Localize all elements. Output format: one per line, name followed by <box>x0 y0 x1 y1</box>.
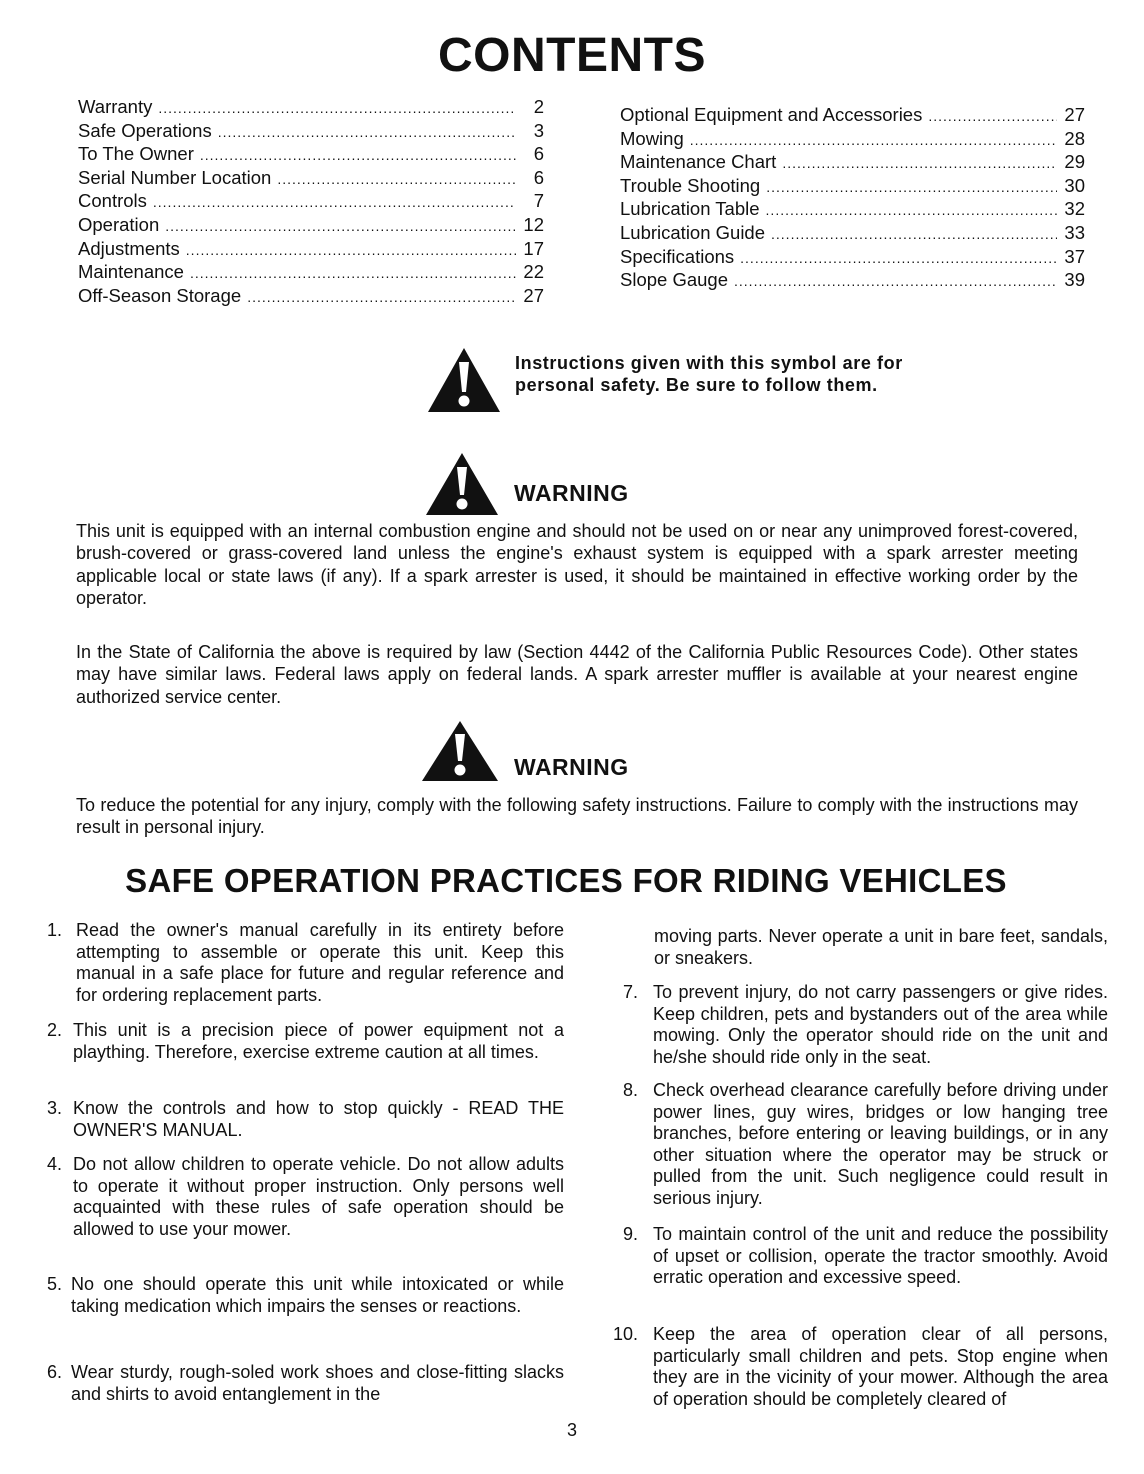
toc-entry-label: Warranty <box>78 96 153 117</box>
toc-entry-label: Adjustments <box>78 237 180 259</box>
toc-entry[interactable] <box>78 238 544 262</box>
toc-entry[interactable] <box>620 198 1085 222</box>
toc-entry-page: 6 <box>533 143 544 165</box>
toc-entry[interactable] <box>78 261 544 285</box>
toc-entry[interactable] <box>78 96 544 120</box>
toc-entry-page: 12 <box>523 213 544 235</box>
list-item-number: 2. <box>46 1020 62 1040</box>
toc-entry-page: 33 <box>1064 221 1085 243</box>
toc-entry-label: Maintenance <box>78 261 184 283</box>
toc-entry[interactable] <box>78 214 544 238</box>
toc-entry-label: Controls <box>78 190 147 212</box>
page-title: CONTENTS <box>438 29 706 82</box>
toc-entry-page: 6 <box>533 166 544 188</box>
toc-leader-dots <box>766 179 1057 195</box>
list-item-text: To prevent injury, do not carry passengers or give rides. Keep children, pets and bystanders out of the area while mowing. Only the operator should ride on the unit and he/she should ride only in the seat. <box>653 982 1108 1067</box>
toc-entry-page: 29 <box>1064 151 1085 173</box>
list-item-number: 3. <box>46 1098 62 1118</box>
list-item-text: moving parts. Never operate a unit in bare feet, sandals, or sneakers. <box>654 926 1108 968</box>
toc-entry[interactable] <box>620 246 1085 270</box>
toc-entry-page: 37 <box>1064 245 1085 267</box>
toc-entry-page: 7 <box>533 190 544 212</box>
toc-entry-page: 28 <box>1064 127 1085 149</box>
toc-entry[interactable] <box>620 222 1085 246</box>
toc-entry[interactable] <box>78 143 544 167</box>
toc-entry-page: 27 <box>1064 104 1085 125</box>
list-item-text: Wear sturdy, rough-soled work shoes and close-fitting slacks and shirts to avoid entanglement in the <box>71 1362 564 1404</box>
toc-entry-label: Mowing <box>620 127 684 149</box>
toc-leader-dots <box>218 124 516 140</box>
list-item-text: Read the owner's manual carefully in its entirety before attempting to assemble or operate this unit. Keep this manual in a safe place for future and regular reference and for ordering replacement parts. <box>76 920 564 1005</box>
warning-triangle-icon <box>424 451 500 517</box>
toc-entry[interactable] <box>620 128 1085 152</box>
toc-leader-dots <box>690 132 1057 148</box>
toc-entry-label: Optional Equipment and Accessories <box>620 104 923 125</box>
toc-leader-dots <box>771 226 1057 242</box>
toc-entry-page: 39 <box>1064 269 1085 291</box>
toc-leader-dots <box>165 218 516 234</box>
list-item-number: 7. <box>622 982 638 1002</box>
toc-leader-dots <box>277 171 516 187</box>
page-number: 3 <box>566 1420 577 1440</box>
list-item-text: This unit is a precision piece of power equipment not a plaything. Therefore, exercise extreme caution at all times. <box>73 1020 564 1062</box>
list-item-number: 4. <box>46 1154 62 1174</box>
warning-paragraph: To reduce the potential for any injury, comply with the following safety instructions. Failure to comply with the instructions may result in personal injury. <box>76 795 1078 838</box>
toc-entry[interactable] <box>620 104 1085 128</box>
toc-entry-page: 17 <box>523 237 544 259</box>
list-item-number: 8. <box>622 1080 638 1100</box>
toc-entry[interactable] <box>78 120 544 144</box>
toc-leader-dots <box>190 265 516 281</box>
toc-entry[interactable] <box>620 269 1085 293</box>
toc-entry[interactable] <box>620 151 1085 175</box>
toc-entry-label: Lubrication Table <box>620 198 760 220</box>
toc-entry[interactable] <box>78 190 544 214</box>
toc-entry-label: To The Owner <box>78 143 194 165</box>
toc-left-column <box>78 96 544 308</box>
list-item-number: 10. <box>612 1324 638 1344</box>
warning-heading: WARNING <box>514 480 629 506</box>
toc-entry-page: 2 <box>533 96 544 117</box>
toc-leader-dots <box>186 242 516 258</box>
toc-leader-dots <box>153 194 516 210</box>
toc-entry-label: Maintenance Chart <box>620 151 777 173</box>
toc-entry-page: 32 <box>1064 198 1085 220</box>
toc-entry-label: Trouble Shooting <box>620 174 761 196</box>
toc-entry-page: 27 <box>523 284 544 306</box>
warning-heading: WARNING <box>514 754 629 780</box>
toc-leader-dots <box>928 108 1057 124</box>
list-item-text: Check overhead clearance carefully before driving under power lines, guy wires, bridges or low hanging tree branches, before entering or leaving buildings, or in any other situation where the operator may be struck or pulled from the unit. Such negligence could result in serious injury. <box>653 1080 1108 1208</box>
toc-leader-dots <box>158 100 516 116</box>
list-item-number: 9. <box>622 1224 638 1244</box>
list-item-text: Do not allow children to operate vehicle. Do not allow adults to operate it without proper instruction. Only persons well acquainted with these rules of safe operation should be allowed to use your mower. <box>73 1154 564 1239</box>
toc-entry[interactable] <box>78 167 544 191</box>
toc-entry-label: Safe Operations <box>78 119 212 141</box>
list-item-number: 6. <box>46 1362 62 1382</box>
toc-entry-label: Lubrication Guide <box>620 221 766 243</box>
list-item-text: Know the controls and how to stop quickly - READ THE OWNER'S MANUAL. <box>73 1098 564 1140</box>
section-title: SAFE OPERATION PRACTICES FOR RIDING VEHICLES <box>125 862 1007 899</box>
toc-entry[interactable] <box>78 285 544 309</box>
list-item-text: No one should operate this unit while intoxicated or while taking medication which impairs the senses or reactions. <box>71 1274 564 1316</box>
list-item-number: 1. <box>46 920 62 940</box>
toc-leader-dots <box>200 147 516 163</box>
toc-entry-page: 30 <box>1064 174 1085 196</box>
toc-leader-dots <box>734 273 1057 289</box>
toc-leader-dots <box>782 155 1057 171</box>
toc-entry-label: Serial Number Location <box>78 166 272 188</box>
safety-symbol-note: Instructions given with this symbol are for personal safety. Be sure to follow them. <box>515 353 903 395</box>
toc-entry-label: Slope Gauge <box>620 269 729 291</box>
toc-entry-label: Specifications <box>620 245 735 267</box>
toc-entry-label: Operation <box>78 213 160 235</box>
toc-entry-page: 22 <box>523 261 544 283</box>
toc-leader-dots <box>766 202 1057 218</box>
list-item-text: To maintain control of the unit and reduce the possibility of upset or collision, operate the tractor smoothly. Avoid erratic operation and excessive speed. <box>653 1224 1108 1287</box>
warning-triangle-icon <box>426 346 502 414</box>
toc-right-column <box>620 104 1085 293</box>
warning-paragraph: This unit is equipped with an internal combustion engine and should not be used on or near any unimproved forest-covered, brush-covered or grass-covered land unless the engine's exhaust system is equipped with a spark arrester meeting applicable local or state laws (if any). If a spark arrester is used, it should be maintained in effective working order by the operator. <box>76 521 1078 609</box>
toc-leader-dots <box>740 250 1057 266</box>
list-item-text: Keep the area of operation clear of all persons, particularly small children and pets. Stop engine when they are in the vicinity of your mower. Although the area of operation should be completely cleared of <box>653 1324 1108 1409</box>
toc-leader-dots <box>247 289 516 305</box>
warning-paragraph: In the State of California the above is required by law (Section 4442 of the California Public Resources Code). Other states may have similar laws. Federal laws apply on federal lands. A spark arrester muffler is available at your nearest engine authorized service center. <box>76 642 1078 707</box>
toc-entry-label: Off-Season Storage <box>78 284 242 306</box>
toc-entry[interactable] <box>620 175 1085 199</box>
list-item-number: 5. <box>46 1274 62 1294</box>
warning-triangle-icon <box>420 719 500 783</box>
toc-entry-page: 3 <box>533 119 544 141</box>
